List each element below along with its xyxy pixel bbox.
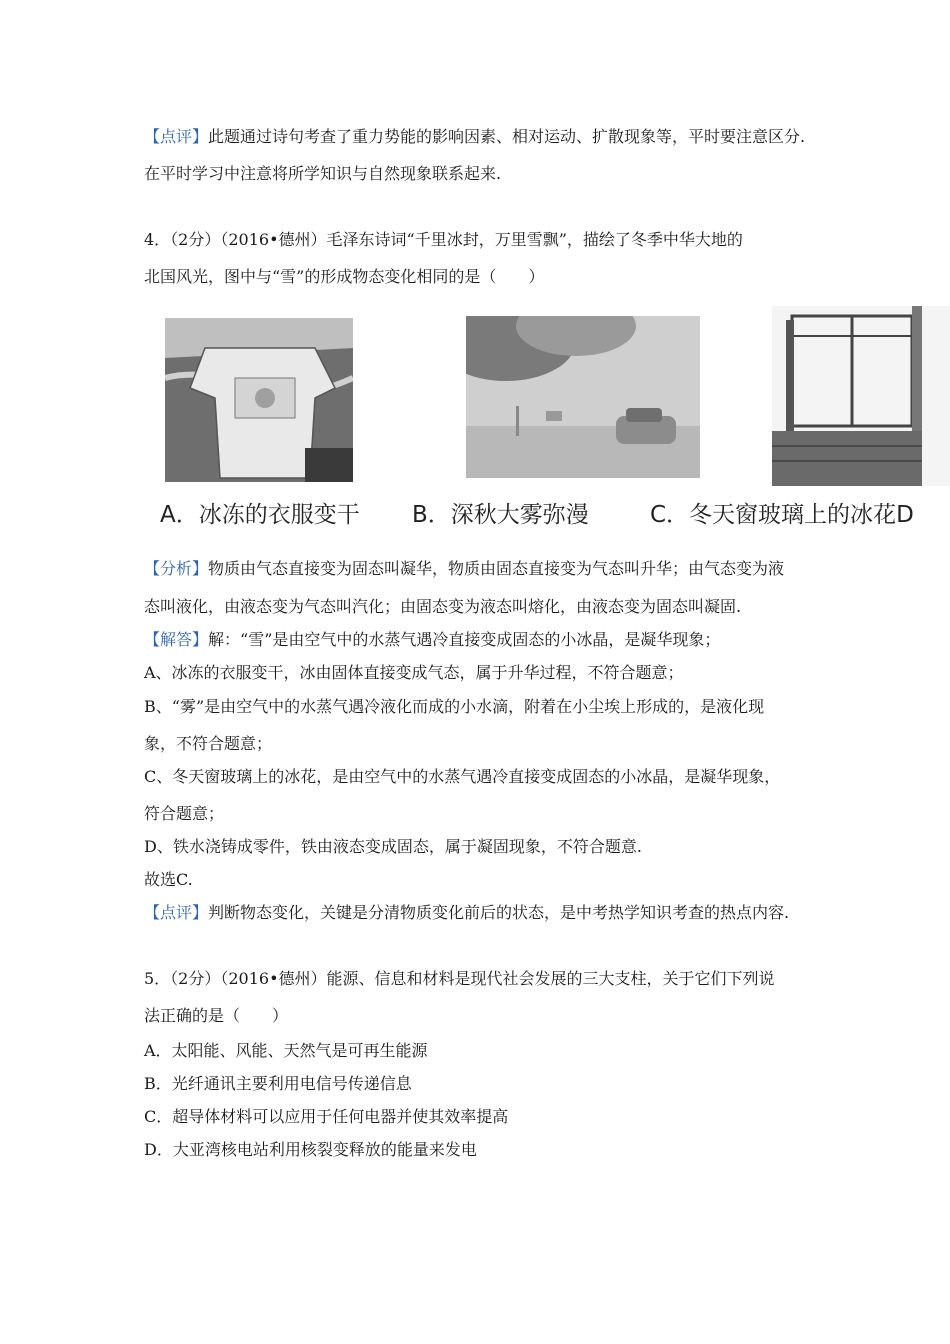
analysis-line-2: 态叫液化，由液态变为气态叫汽化；由固态变为液态叫熔化，由液态变为固态叫凝固. bbox=[144, 597, 742, 616]
caption-d: D bbox=[896, 502, 914, 528]
q5-option-a: A．太阳能、风能、天然气是可再生能源 bbox=[144, 1041, 428, 1060]
answer-option-d: D、铁水浇铸成零件，铁由液态变成固态，属于凝固现象，不符合题意. bbox=[144, 837, 642, 856]
analysis-line-1: 【分析】物质由气态直接变为固态叫凝华，物质由固态直接变为气态叫升华；由气态变为液 bbox=[144, 559, 785, 578]
q5-option-b: B．光纤通讯主要利用电信号传递信息 bbox=[144, 1074, 412, 1093]
q5-stem-line-2: 法正确的是（ ） bbox=[144, 1006, 289, 1025]
comment-tag: 【点评】 bbox=[144, 127, 209, 146]
analysis-tag: 【分析】 bbox=[144, 559, 209, 578]
caption-b: B．深秋大雾弥漫 bbox=[412, 502, 589, 528]
answer-option-a: A、冰冻的衣服变干，冰由固体直接变成气态，属于升华过程，不符合题意； bbox=[144, 663, 684, 682]
q4-stem-line-2: 北国风光，图中与“雪”的形成物态变化相同的是（ ） bbox=[144, 267, 545, 286]
window-frost-image bbox=[772, 306, 950, 486]
q5-option-c: C．超导体材料可以应用于任何电器并使其效率提高 bbox=[144, 1107, 509, 1126]
answer-option-c-2: 符合题意； bbox=[144, 804, 225, 823]
fog-image bbox=[466, 316, 700, 478]
answer-tag: 【解答】 bbox=[144, 630, 209, 649]
q5-option-d: D．大亚湾核电站利用核裂变释放的能量来发电 bbox=[144, 1140, 477, 1159]
q4-comment-line: 【点评】判断物态变化，关键是分清物质变化前后的状态，是中考热学知识考查的热点内容. bbox=[144, 903, 790, 922]
answer-option-b-2: 象，不符合题意； bbox=[144, 734, 273, 753]
caption-c: C．冬天窗玻璃上的冰花 bbox=[650, 502, 897, 528]
answer-line-1: 【解答】解：“雪”是由空气中的水蒸气遇冷直接变成固态的小冰晶，是凝华现象； bbox=[144, 630, 721, 649]
q4-stem-line-1: 4．（2分）（2016•德州）毛泽东诗词“千里冰封，万里雪飘”，描绘了冬季中华大地的 bbox=[144, 230, 743, 249]
q3-comment-line-2: 在平时学习中注意将所学知识与自然现象联系起来. bbox=[144, 164, 502, 183]
image-captions bbox=[160, 500, 914, 530]
caption-a: A．冰冻的衣服变干 bbox=[160, 502, 360, 528]
q3-comment-line-1: 【点评】此题通过诗句考查了重力势能的影响因素、相对运动、扩散现象等，平时要注意区分. bbox=[144, 127, 806, 146]
answer-choice: 故选C. bbox=[144, 870, 193, 889]
answer-option-b-1: B、“雾”是由空气中的水蒸气遇冷液化而成的小水滴，附着在小尘埃上形成的，是液化现 bbox=[144, 697, 765, 716]
frozen-clothes-image bbox=[165, 318, 353, 482]
q5-stem-line-1: 5．（2分）（2016•德州）能源、信息和材料是现代社会发展的三大支柱，关于它们下列说 bbox=[144, 969, 775, 988]
comment-tag: 【点评】 bbox=[144, 903, 209, 922]
answer-option-c-1: C、冬天窗玻璃上的冰花，是由空气中的水蒸气遇冷直接变成固态的小冰晶，是凝华现象， bbox=[144, 767, 781, 786]
